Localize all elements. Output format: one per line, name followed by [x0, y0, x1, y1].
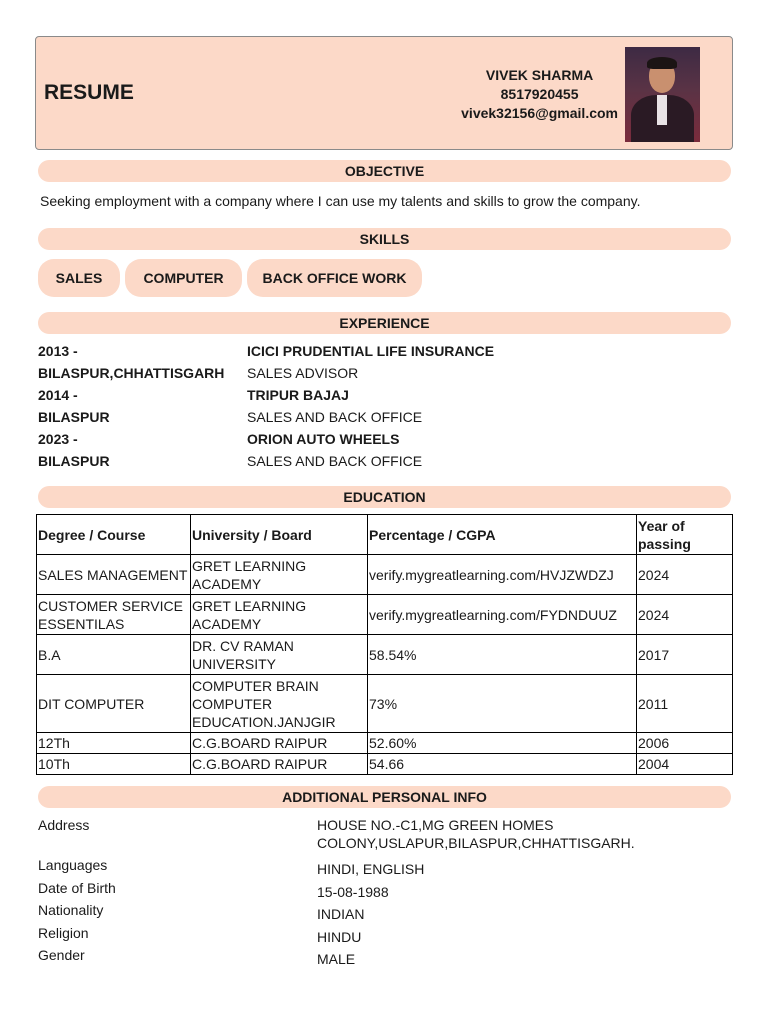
- table-cell: C.G.BOARD RAIPUR: [191, 733, 368, 754]
- info-value: 15-08-1988: [317, 883, 389, 900]
- section-heading-education: EDUCATION: [38, 486, 731, 508]
- table-row: [37, 675, 733, 733]
- info-label: Religion: [38, 924, 89, 941]
- table-cell: COMPUTER BRAIN COMPUTER EDUCATION.JANJGIR: [191, 675, 368, 733]
- section-heading-skills: SKILLS: [38, 228, 731, 250]
- section-heading-objective: OBJECTIVE: [38, 160, 731, 182]
- resume-title: RESUME: [44, 81, 134, 104]
- table-row: [37, 555, 733, 595]
- experience-role: SALES ADVISOR: [247, 365, 359, 381]
- table-cell: 12Th: [37, 733, 191, 754]
- section-heading-experience: EXPERIENCE: [38, 312, 731, 334]
- experience-location: BILASPUR: [38, 409, 110, 425]
- table-cell: B.A: [37, 635, 191, 675]
- resume-header: [35, 36, 733, 150]
- table-row: [37, 595, 733, 635]
- column-header: University / Board: [191, 515, 368, 555]
- column-header: Year of passing: [637, 515, 733, 555]
- table-cell: 52.60%: [368, 733, 637, 754]
- table-cell: GRET LEARNING ACADEMY: [191, 555, 368, 595]
- info-label: Date of Birth: [38, 879, 116, 896]
- skill-chip: BACK OFFICE WORK: [247, 259, 422, 297]
- table-cell: 2004: [637, 754, 733, 775]
- table-header-row: [37, 515, 733, 555]
- skill-chip: COMPUTER: [125, 259, 242, 297]
- table-row: [37, 733, 733, 754]
- info-label: Nationality: [38, 902, 104, 918]
- info-label: Gender: [38, 947, 85, 963]
- experience-location: BILASPUR,CHHATTISGARH: [38, 365, 225, 381]
- phone-number: 8517920455: [500, 86, 579, 102]
- table-cell: GRET LEARNING ACADEMY: [191, 595, 368, 635]
- table-cell: CUSTOMER SERVICE ESSENTILAS: [37, 595, 191, 635]
- info-value: HINDU: [317, 928, 362, 945]
- experience-dates: [38, 340, 224, 472]
- education-table: [36, 514, 733, 775]
- email-address: vivek32156@gmail.com: [461, 105, 618, 121]
- column-header: Percentage / CGPA: [368, 515, 637, 555]
- table-cell: verify.mygreatlearning.com/HVJZWDZJ: [368, 555, 637, 595]
- experience-company: TRIPUR BAJAJ: [247, 387, 349, 403]
- table-cell: verify.mygreatlearning.com/FYDNDUUZ: [368, 595, 637, 635]
- info-value: MALE: [317, 951, 356, 967]
- info-label: Address: [38, 817, 90, 833]
- table-cell: 2006: [637, 733, 733, 754]
- contact-block: [461, 66, 618, 123]
- table-cell: 2011: [637, 675, 733, 733]
- table-row: [37, 635, 733, 675]
- candidate-name: VIVEK SHARMA: [485, 67, 594, 83]
- experience-role: SALES AND BACK OFFICE: [247, 409, 423, 425]
- objective-text: Seeking employment with a company where I can use my talents and skills to grow the company.: [40, 193, 641, 209]
- experience-role: SALES AND BACK OFFICE: [247, 453, 423, 469]
- table-cell: SALES MANAGEMENT: [37, 555, 191, 595]
- experience-year: 2014 -: [38, 387, 78, 403]
- experience-company: ICICI PRUDENTIAL LIFE INSURANCE: [247, 343, 495, 359]
- table-cell: 73%: [368, 675, 637, 733]
- personal-values: [317, 814, 647, 971]
- table-cell: C.G.BOARD RAIPUR: [191, 754, 368, 775]
- info-value: HOUSE NO.-C1,MG GREEN HOMES COLONY,USLAPUR,BILASPUR,CHHATTISGARH.: [317, 817, 635, 851]
- info-value: HINDI, ENGLISH: [317, 861, 425, 877]
- experience-year: 2013 -: [38, 343, 78, 359]
- experience-details: [247, 340, 494, 472]
- experience-company: ORION AUTO WHEELS: [247, 431, 400, 447]
- experience-year: 2023 -: [38, 431, 78, 447]
- info-value: INDIAN: [317, 906, 365, 922]
- profile-photo: [625, 47, 700, 142]
- table-cell: 2017: [637, 635, 733, 675]
- table-cell: 10Th: [37, 754, 191, 775]
- personal-labels: [38, 814, 116, 967]
- table-row: [37, 754, 733, 775]
- section-heading-personal-info: ADDITIONAL PERSONAL INFO: [38, 786, 731, 808]
- table-cell: DIT COMPUTER: [37, 675, 191, 733]
- table-cell: 54.66: [368, 754, 637, 775]
- experience-location: BILASPUR: [38, 453, 110, 469]
- table-cell: 2024: [637, 555, 733, 595]
- table-cell: DR. CV RAMAN UNIVERSITY: [191, 635, 368, 675]
- info-label: Languages: [38, 857, 108, 873]
- table-cell: 58.54%: [368, 635, 637, 675]
- table-cell: 2024: [637, 595, 733, 635]
- column-header: Degree / Course: [37, 515, 191, 555]
- skill-chip: SALES: [38, 259, 120, 297]
